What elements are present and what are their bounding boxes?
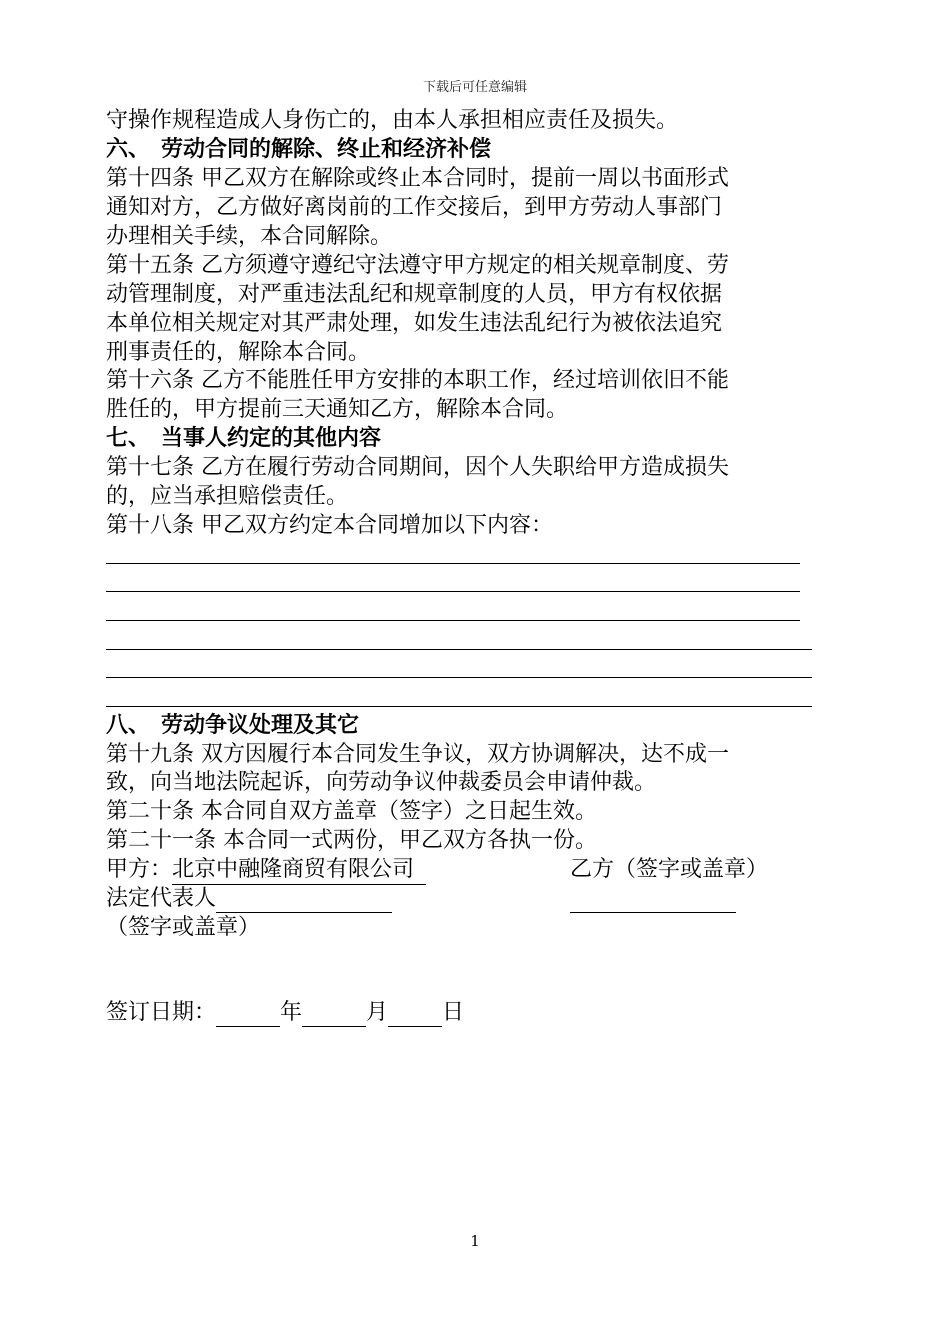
article-19-line: 致，向当地法院起诉，向劳动争议仲裁委员会申请仲裁。	[106, 770, 657, 795]
article-15-line: 本单位相关规定对其严肃处理，如发生违法乱纪行为被依法追究	[106, 311, 723, 336]
party-b-label: 乙方（签字或盖章）	[570, 857, 769, 882]
blank-fill-line[interactable]	[106, 620, 800, 621]
blank-fill-line[interactable]	[106, 706, 812, 707]
article-14-line: 第十四条 甲乙双方在解除或终止本合同时，提前一周以书面形式	[106, 166, 729, 191]
month-label: 月	[366, 1000, 389, 1025]
legal-rep-row	[106, 884, 392, 913]
paragraph-line: 守操作规程造成人身伤亡的，由本人承担相应责任及损失。	[106, 108, 679, 133]
article-15-line: 刑事责任的，解除本合同。	[106, 340, 371, 365]
year-label: 年	[280, 1000, 303, 1025]
blank-fill-line[interactable]	[106, 563, 800, 564]
party-a-label: 甲方：	[106, 857, 173, 882]
signing-date-row	[106, 998, 464, 1027]
sign-or-seal-note: （签字或盖章）	[106, 915, 261, 940]
blank-fill-line[interactable]	[106, 649, 812, 650]
section-heading-7: 七、 当事人约定的其他内容	[106, 426, 382, 451]
legal-rep-label: 法定代表人	[106, 886, 217, 911]
year-blank[interactable]	[216, 1004, 280, 1027]
article-18-line: 第十八条 甲乙双方约定本合同增加以下内容：	[106, 513, 553, 538]
month-blank[interactable]	[302, 1004, 366, 1027]
article-15-line: 第十五条 乙方须遵守遵纪守法遵守甲方规定的相关规章制度、劳	[106, 253, 729, 278]
article-16-line: 第十六条 乙方不能胜任甲方安排的本职工作，经过培训依旧不能	[106, 368, 729, 393]
blank-fill-line[interactable]	[106, 677, 812, 678]
article-17-line: 的，应当承担赔偿责任。	[106, 484, 349, 509]
blank-fill-line[interactable]	[106, 591, 800, 592]
header-note: 下载后可任意编辑	[422, 80, 527, 95]
article-15-line: 动管理制度，对严重违法乱纪和规章制度的人员，甲方有权依据	[106, 282, 723, 307]
article-17-line: 第十七条 乙方在履行劳动合同期间，因个人失职给甲方造成损失	[106, 455, 729, 480]
date-label: 签订日期：	[106, 1000, 217, 1025]
party-b-signature-row	[570, 884, 736, 913]
article-21-line: 第二十一条 本合同一式两份，甲乙双方各执一份。	[106, 828, 597, 853]
section-heading-8: 八、 劳动争议处理及其它	[106, 713, 360, 738]
party-b-signature-blank[interactable]	[570, 890, 736, 913]
party-a-row	[106, 855, 426, 885]
article-19-line: 第十九条 双方因履行本合同发生争议，双方协调解决，达不成一	[106, 742, 729, 767]
article-16-line: 胜任的，甲方提前三天通知乙方，解除本合同。	[106, 397, 569, 422]
article-14-line: 通知对方，乙方做好离岗前的工作交接后，到甲方劳动人事部门	[106, 195, 723, 220]
day-label: 日	[442, 1000, 465, 1025]
article-14-line: 办理相关手续，本合同解除。	[106, 224, 393, 249]
party-a-name: 北京中融隆商贸有限公司	[172, 855, 426, 885]
day-blank[interactable]	[388, 1004, 442, 1027]
section-heading-6: 六、 劳动合同的解除、终止和经济补偿	[106, 137, 492, 162]
page-number: 1	[470, 1232, 480, 1250]
article-20-line: 第二十条 本合同自双方盖章（签字）之日起生效。	[106, 799, 597, 824]
legal-rep-signature-blank[interactable]	[216, 890, 392, 913]
